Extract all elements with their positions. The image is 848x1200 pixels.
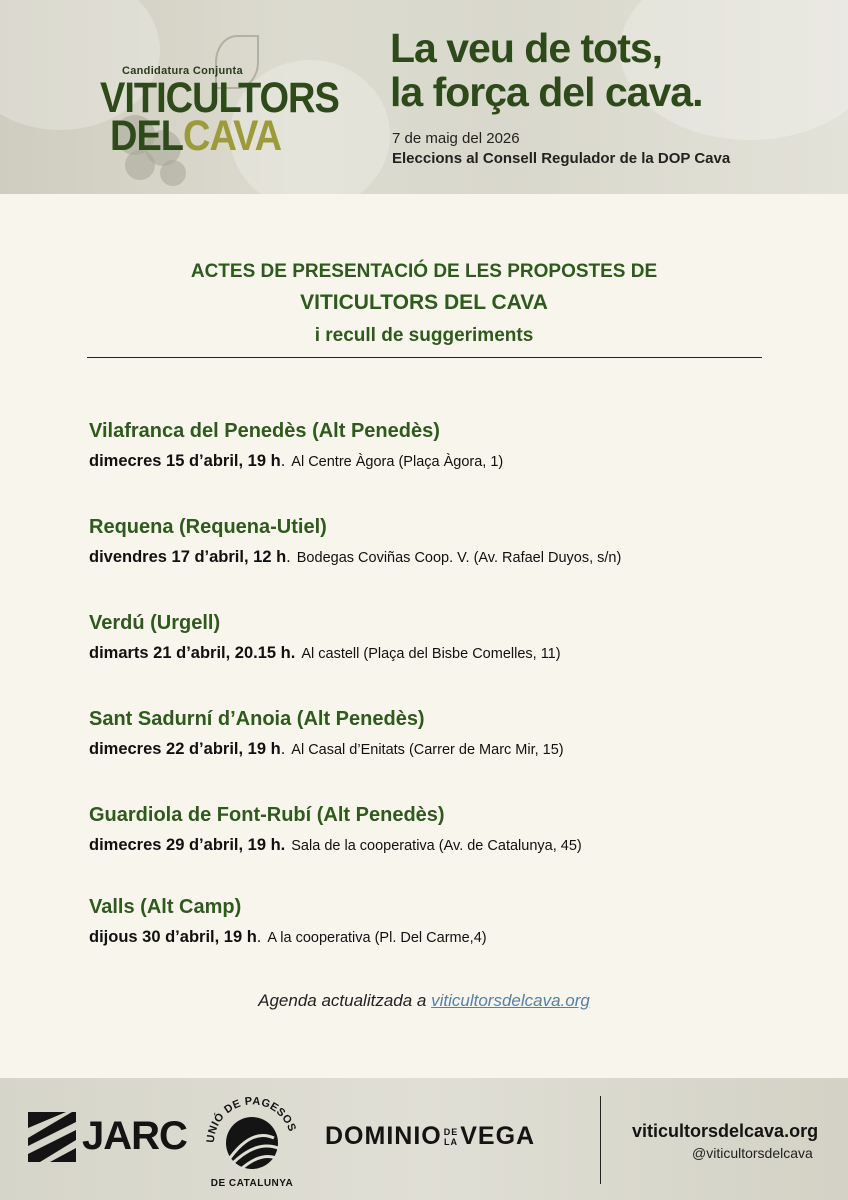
event-when: dimecres 22 d’abril, 19 h. Al Casal d’Enitats (Carrer de Marc Mir, 15) xyxy=(89,740,564,758)
event-place: Requena (Requena-Utiel) xyxy=(89,516,327,538)
svg-text:UNIÓ DE PAGESOS: UNIÓ DE PAGESOS xyxy=(204,1095,299,1144)
tagline-line1: La veu de tots, xyxy=(390,25,663,71)
logo-line1: VITICULTORS xyxy=(100,75,339,123)
page-title xyxy=(0,258,848,350)
event-venue: A la cooperativa (Pl. Del Carme,4) xyxy=(267,930,487,946)
event-item xyxy=(89,611,789,707)
event-datetime: dijous 30 d’abril, 19 h xyxy=(89,928,257,946)
dominio-de-la: DE LA xyxy=(443,1127,459,1148)
event-list xyxy=(89,419,789,991)
event-venue: Al castell (Plaça del Bisbe Comelles, 11) xyxy=(301,646,561,662)
event-venue: Bodegas Coviñas Coop. V. (Av. Rafael Duyos, s/n) xyxy=(296,550,622,566)
title-line1: ACTES DE PRESENTACIÓ DE LES PROPOSTES DE xyxy=(190,261,658,282)
jarc-mark-icon xyxy=(26,1108,78,1166)
footer-handle: @viticultorsdelcava xyxy=(692,1145,813,1161)
event-venue: Sala de la cooperativa (Av. de Catalunya, 45) xyxy=(291,838,582,854)
event-venue: Al Centre Àgora (Plaça Àgora, 1) xyxy=(291,454,504,470)
vega-text: VEGA xyxy=(460,1122,536,1150)
event-when: dimecres 15 d’abril, 19 h. Al Centre Àgora (Plaça Àgora, 1) xyxy=(89,452,504,470)
event-datetime: divendres 17 d’abril, 12 h xyxy=(89,548,287,566)
dominio-vega-logo xyxy=(325,1122,535,1151)
agenda-text: Agenda actualitzada a xyxy=(258,991,427,1010)
logo-line2 xyxy=(110,113,281,161)
event-place: Guardiola de Font-Rubí (Alt Penedès) xyxy=(89,804,445,826)
header-banner xyxy=(0,0,848,194)
dominio-text: DOMINIO xyxy=(325,1122,442,1150)
footer-divider xyxy=(600,1096,601,1184)
footer-website[interactable]: viticultorsdelcava.org xyxy=(632,1121,819,1141)
event-when xyxy=(89,835,789,856)
title-line2: VITICULTORS DEL CAVA xyxy=(300,291,548,314)
jarc-text: JARC xyxy=(82,1114,187,1158)
title-line3: i recull de suggeriments xyxy=(314,325,534,346)
tagline xyxy=(390,26,702,114)
event-item xyxy=(89,515,789,611)
event-when: divendres 17 d’abril, 12 h. Bodegas Coviñas Coop. V. (Av. Rafael Duyos, s/n) xyxy=(89,548,622,566)
svg-text:DE CATALUNYA: DE CATALUNYA xyxy=(210,1178,294,1189)
event-when: dijous 30 d’abril, 19 h. A la cooperativa (Pl. Del Carme,4) xyxy=(89,928,487,946)
event-datetime: dimecres 15 d’abril, 19 h xyxy=(89,452,281,470)
agenda-link[interactable]: viticultorsdelcava.org xyxy=(431,991,590,1010)
event-venue: Al Casal d’Enitats (Carrer de Marc Mir, 15) xyxy=(291,742,564,758)
event-datetime: dimarts 21 d’abril, 20.15 h. xyxy=(89,644,296,662)
election-title: Eleccions al Consell Regulador de la DOP Cava xyxy=(392,150,731,167)
tagline-line2: la força del cava. xyxy=(390,69,703,115)
event-item xyxy=(89,895,789,991)
event-place: Vilafranca del Penedès (Alt Penedès) xyxy=(89,420,440,442)
logo-del: DEL xyxy=(110,113,183,161)
event-place: Valls (Alt Camp) xyxy=(89,896,242,918)
event-item xyxy=(89,803,789,899)
event-datetime: dimecres 29 d’abril, 19 h. xyxy=(89,836,286,854)
jarc-logo xyxy=(26,1108,187,1168)
event-item xyxy=(89,419,789,515)
event-item xyxy=(89,707,789,803)
logo-subtitle: Candidatura Conjunta xyxy=(122,65,243,77)
event-place: Sant Sadurní d’Anoia (Alt Penedès) xyxy=(89,708,425,730)
footer-sponsors xyxy=(0,1078,848,1200)
event-when xyxy=(89,643,789,664)
event-place: Verdú (Urgell) xyxy=(89,612,221,634)
title-divider xyxy=(87,357,762,358)
event-datetime: dimecres 22 d’abril, 19 h xyxy=(89,740,281,758)
unio-seal-icon xyxy=(200,1088,305,1193)
unio-pagesos-logo xyxy=(200,1088,305,1193)
election-date: 7 de maig del 2026 xyxy=(392,130,520,147)
logo-cava: CAVA xyxy=(183,113,282,161)
viticultors-logo xyxy=(100,20,339,185)
agenda-note xyxy=(0,991,848,1011)
